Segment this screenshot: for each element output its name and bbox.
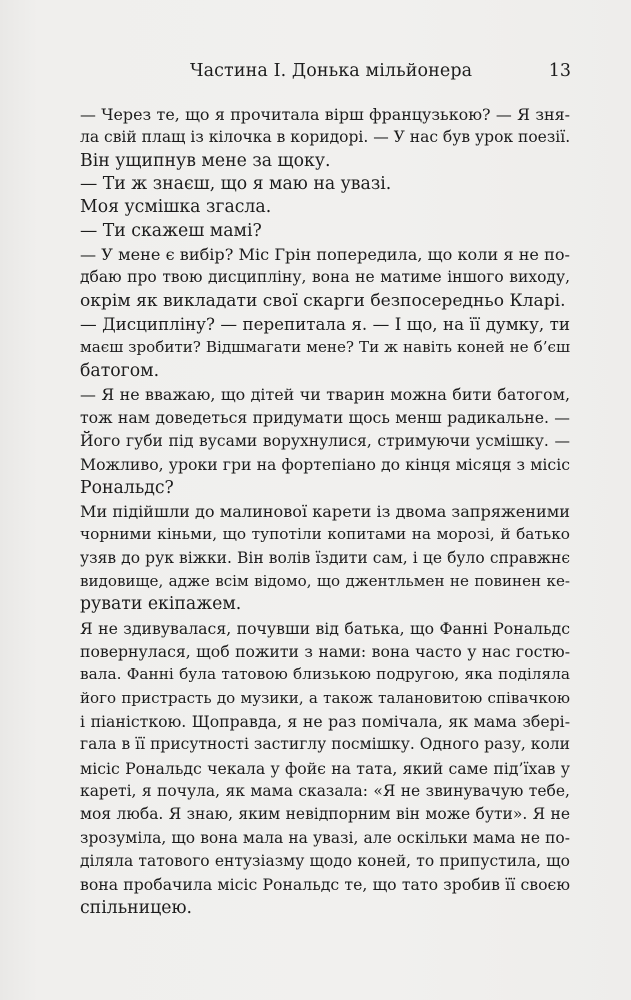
text-line: спільницею. [80, 897, 193, 918]
text-line: — Ти скажеш мамі? [80, 220, 262, 241]
text-line: місіс Рональдс чекала у фойє на тата, який саме під’їхав у [80, 758, 570, 778]
text-line: Я не здивувалася, почувши від батька, що Фанні Рональдс [80, 618, 570, 638]
text-line: кареті, я почула, як мама сказала: «Я не звинувачую тебе, [80, 781, 570, 800]
text-line: повернулася, щоб пожити з нами: вона часто у нас гостю- [80, 641, 570, 661]
text-line: узяв до рук віжки. Він волів їздити сам, і це було справжнє [80, 548, 570, 567]
text-line: Ми підійшли до малинової карети із двома запряженими [80, 501, 570, 521]
text-line: окрім як викладати свої скарги безпосередньо Кларі. [80, 290, 566, 311]
text-line: його пристрасть до музики, а також талановитою співачкою [80, 688, 570, 707]
text-line: — Я не вважаю, що дітей чи тварин можна бити батогом, [80, 385, 570, 405]
text-line: — У мене є вибір? Міс Грін попередила, що коли я не по- [80, 245, 570, 265]
text-line: Рональдс? [80, 477, 174, 498]
page-number: 13 [548, 61, 571, 81]
text-line: — Ти ж знаєш, що я маю на увазі. [80, 174, 392, 195]
running-head [0, 61, 631, 85]
text-line: дбаю про твою дисципліну, вона не матиме іншого виходу, [80, 268, 570, 287]
text-line: Моя усмішка згасла. [80, 197, 272, 218]
text-line: ла свій плащ із кілочка в коридорі. — У нас був урок поезії. [80, 128, 570, 147]
text-line: чорними кіньми, що тупотіли копитами на морозі, й батько [80, 525, 570, 544]
text-line: тож нам доведеться придумати щось менш радикальне. — [80, 408, 570, 428]
text-line: — Дисципліну? — перепитала я. — І що, на її думку, ти [80, 314, 570, 335]
text-line: зрозуміла, що вона мала на увазі, але оскільки мама не по- [80, 828, 570, 847]
text-line: рувати екіпажем. [80, 594, 242, 615]
text-line: Він ущипнув мене за щоку. [80, 150, 331, 171]
text-line: гала в її присутності застиглу посмішку. Одного разу, коли [80, 735, 570, 754]
text-line: — Через те, що я прочитала вірш французькою? — Я зня- [80, 105, 570, 124]
text-line: діляла татового ентузіазму щодо коней, то припустила, що [80, 852, 570, 870]
text-line: видовище, адже всім відомо, що джентльмен не повинен ке- [80, 571, 570, 590]
text-line: Можливо, уроки гри на фортепіано до кінця місяця з місіс [80, 455, 570, 475]
text-line: Його губи під вусами ворухнулися, стримуючи усмішку. — [80, 431, 570, 450]
text-line: маєш зробити? Відшмагати мене? Ти ж навіть коней не б’єш [80, 338, 570, 357]
running-title: Частина I. Донька мільйонера [190, 61, 473, 81]
text-line: вала. Фанні була татовою близькою подругою, яка поділяла [80, 665, 570, 684]
text-line: і піаністкою. Щоправда, я не раз помічала, як мама збері- [80, 711, 570, 731]
text-line: моя люба. Я знаю, яким невідпорним він може бути». Я не [80, 805, 570, 824]
text-line: вона пробачила місіс Рональдс те, що тато зробив її своєю [80, 875, 570, 895]
text-line: батогом. [80, 360, 160, 381]
body-text [80, 103, 570, 920]
